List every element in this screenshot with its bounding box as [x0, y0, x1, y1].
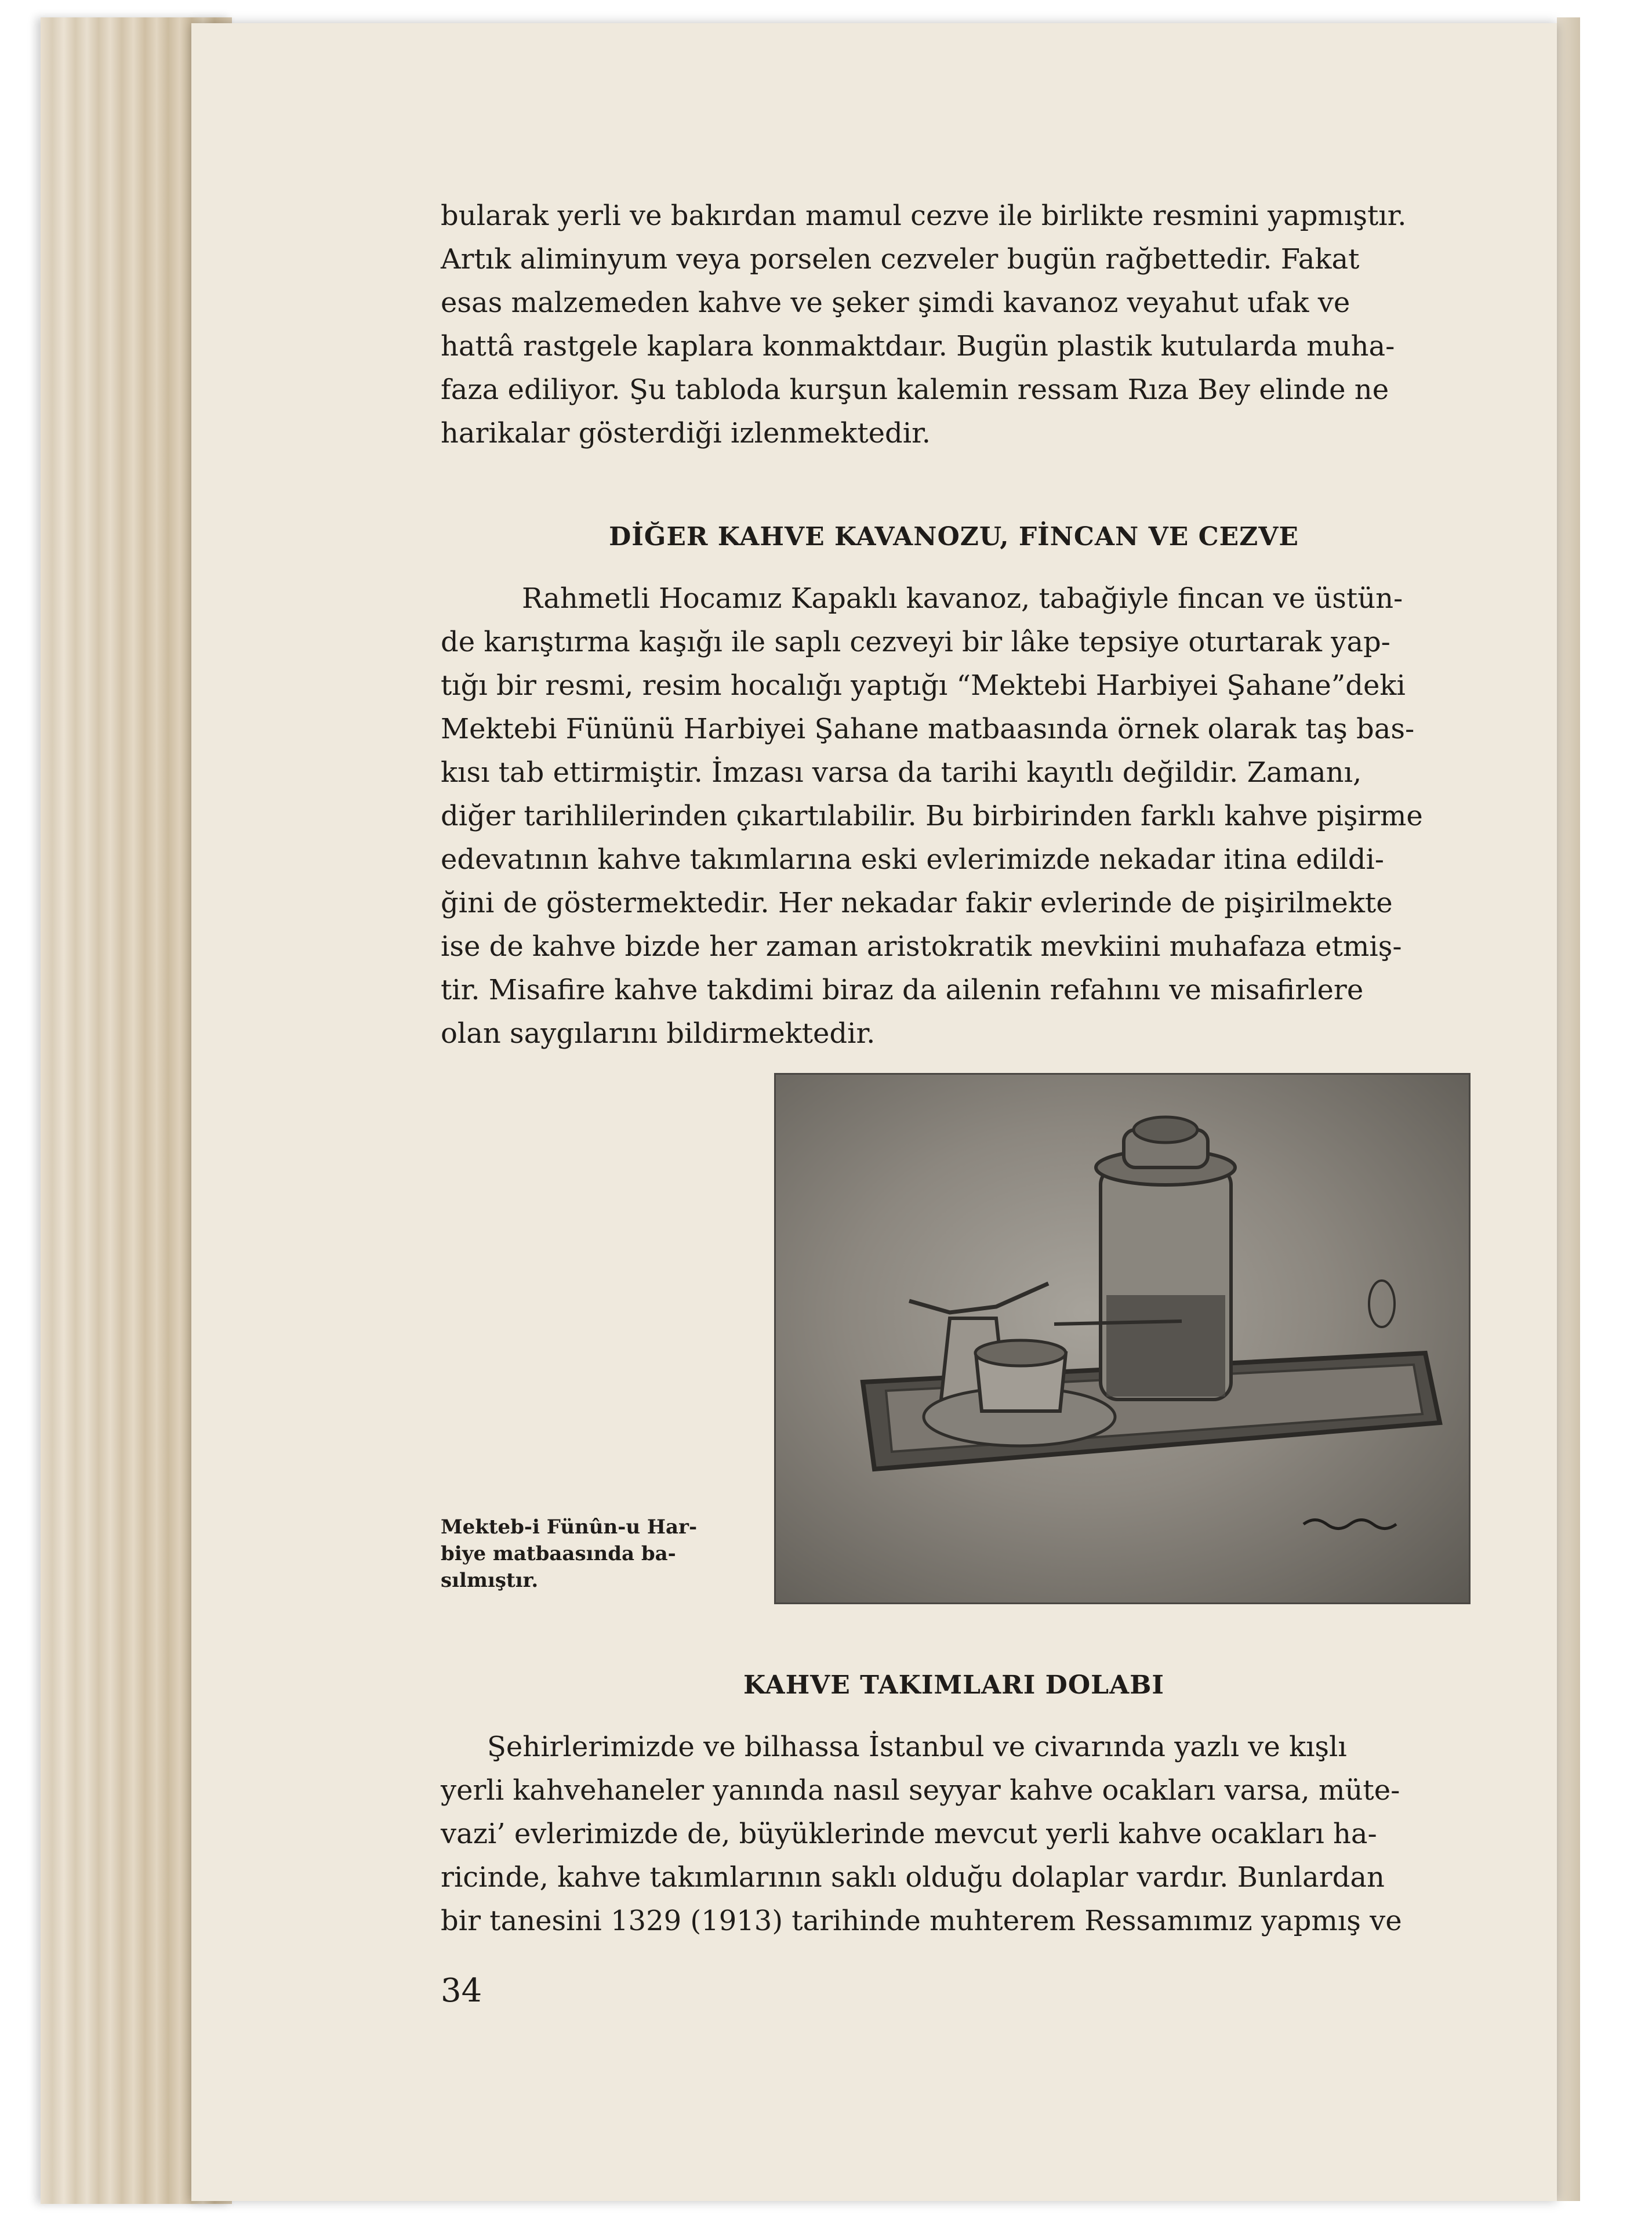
paragraph-1-line: harikalar gösterdiği izlenmektedir.: [441, 417, 931, 449]
paragraph-1-line: faza ediliyor. Şu tabloda kurşun kalemin ressam Rıza Bey elinde ne: [441, 374, 1389, 406]
paragraph-2: [441, 577, 1423, 1056]
paragraph-2-line: ise de kahve bizde her zaman aristokratik mevkiini muhafaza etmiş-: [441, 930, 1402, 963]
coffee-set-drawing: [776, 1075, 1469, 1602]
figure-caption-line: sılmıştır.: [441, 1569, 539, 1592]
paragraph-2-line: tir. Misafire kahve takdimi biraz da ailenin refahını ve misafirlere: [441, 974, 1364, 1006]
paragraph-1-line: esas malzemeden kahve ve şeker şimdi kavanoz veyahut ufak ve: [441, 287, 1350, 319]
paragraph-1-line: Artık aliminyum veya porselen cezveler bugün rağbettedir. Fakat: [441, 243, 1360, 275]
section-heading-2: KAHVE TAKIMLARI DOLABI: [743, 1670, 1165, 1700]
paragraph-1-line: bularak yerli ve bakırdan mamul cezve ile birlikte resmini yapmıştır.: [441, 200, 1407, 232]
lithograph-illustration: [774, 1073, 1471, 1604]
paragraph-3-line: bir tanesini 1329 (1913) tarihinde muhterem Ressamımız yapmış ve: [441, 1905, 1402, 1937]
paragraph-2-line: kısı tab ettirmiştir. İmzası varsa da tarihi kayıtlı değildir. Zamanı,: [441, 756, 1362, 789]
page-right-edge: [1557, 17, 1580, 2201]
figure-caption-line: biye matbaasında ba-: [441, 1542, 676, 1565]
paragraph-3: [441, 1725, 1402, 1943]
paragraph-3-line: vazi’ evlerimizde de, büyüklerinde mevcut yerli kahve ocakları ha-: [441, 1818, 1377, 1850]
paragraph-2-line: olan saygılarını bildirmektedir.: [441, 1017, 876, 1050]
figure-caption-line: Mekteb-i Fünûn-u Har-: [441, 1515, 698, 1539]
page-number: 34: [441, 1972, 482, 2010]
figure-caption: [441, 1514, 765, 1594]
paragraph-2-line: diğer tarihlilerinden çıkartılabilir. Bu birbirinden farklı kahve pişirme: [441, 800, 1423, 832]
paragraph-2-line: tığı bir resmi, resim hocalığı yaptığı “Mektebi Harbiyei Şahane”deki: [441, 669, 1406, 702]
paragraph-2-line: Rahmetli Hocamız Kapaklı kavanoz, tabağiyle fincan ve üstün-: [522, 582, 1403, 615]
paragraph-3-line: yerli kahvehaneler yanında nasıl seyyar kahve ocakları varsa, müte-: [441, 1774, 1400, 1807]
paragraph-3-line: Şehirlerimizde ve bilhassa İstanbul ve civarında yazlı ve kışlı: [487, 1731, 1347, 1763]
paragraph-2-line: de karıştırma kaşığı ile saplı cezveyi bir lâke tepsiye oturtarak yap-: [441, 626, 1390, 658]
paragraph-2-line: Mektebi Fününü Harbiyei Şahane matbaasında örnek olarak taş bas-: [441, 713, 1415, 745]
paragraph-3-line: ricinde, kahve takımlarının saklı olduğu dolaplar vardır. Bunlardan: [441, 1861, 1385, 1894]
paragraph-1-line: hattâ rastgele kaplara konmaktdaır. Bugün plastik kutularda muha-: [441, 330, 1395, 362]
paragraph-2-line: edevatının kahve takımlarına eski evlerimizde nekadar itina edildi-: [441, 843, 1385, 876]
section-heading-1: DİĞER KAHVE KAVANOZU, FİNCAN VE CEZVE: [609, 522, 1299, 552]
paragraph-1: [441, 194, 1407, 455]
paragraph-2-line: ğini de göstermektedir. Her nekadar fakir evlerinde de pişirilmekte: [441, 887, 1393, 919]
